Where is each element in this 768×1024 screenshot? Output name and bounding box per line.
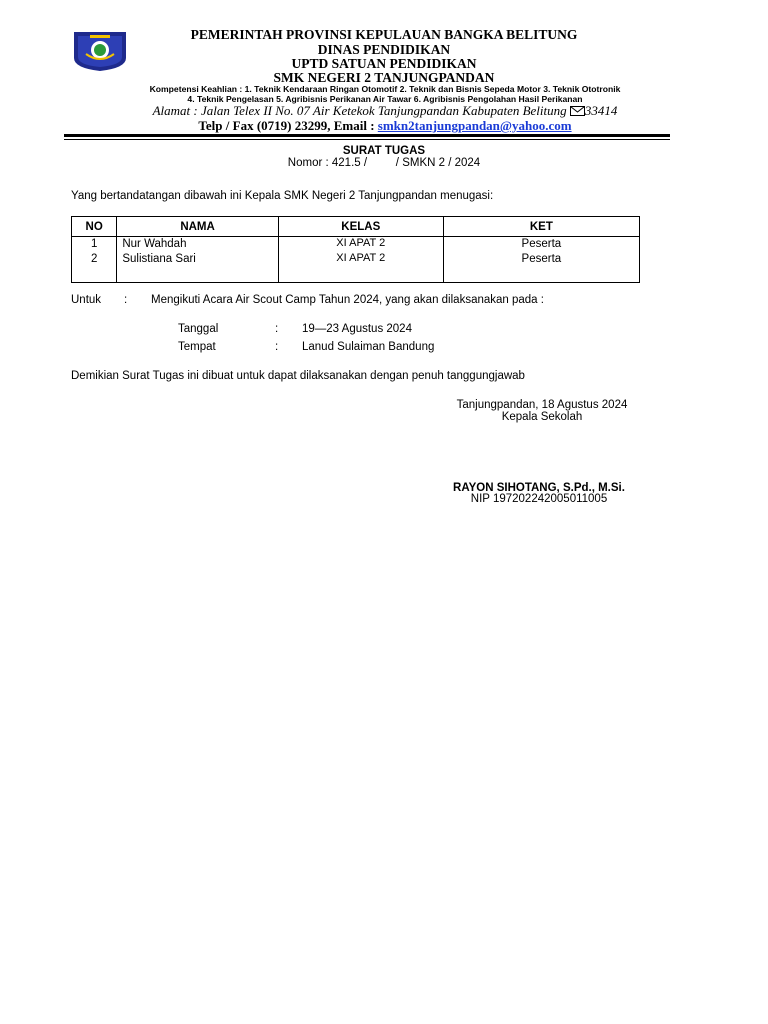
envelope-icon <box>570 106 585 116</box>
tempat-value: Lanud Sulaiman Bandung <box>302 341 435 353</box>
letterhead-school-name: SMK NEGERI 2 TANJUNGPANDAN <box>273 70 495 85</box>
table-row <box>72 252 640 267</box>
tanggal-colon: : <box>275 323 279 335</box>
row-kelas: XI APAT 2 <box>278 252 443 267</box>
tanggal-label: Tanggal <box>178 323 219 335</box>
row-nama: Sulistiana Sari <box>117 252 278 267</box>
header-nama: NAMA <box>117 217 278 237</box>
letterhead-divider-thin <box>64 139 670 140</box>
letterhead-unit: UPTD SATUAN PENDIDIKAN <box>291 56 477 71</box>
letterhead-competencies-line2: 4. Teknik Pengelasan 5. Agribisnis Perikanan Air Tawar 6. Agribisnis Pengolahan Hasil Perikanan <box>187 94 583 104</box>
table-empty-row <box>72 267 640 283</box>
address-text: Alamat : Jalan Telex II No. 07 Air Ketekok Tanjungpandan Kabupaten Belitung <box>152 103 570 118</box>
email-link[interactable]: smkn2tanjungpandan@yahoo.com <box>377 118 572 133</box>
letterhead-department: DINAS PENDIDIKAN <box>317 42 451 57</box>
letterhead-divider-thick <box>64 134 670 137</box>
intro-text: Yang bertandatangan dibawah ini Kepala SMK Negeri 2 Tanjungpandan menugasi: <box>71 190 494 202</box>
table-header-row <box>72 217 640 237</box>
header-ket: KET <box>443 217 639 237</box>
row-ket: Peserta <box>443 252 639 267</box>
row-kelas: XI APAT 2 <box>278 237 443 253</box>
provincial-emblem-logo <box>72 30 128 72</box>
row-nama: Nur Wahdah <box>117 237 278 253</box>
assignee-table <box>71 216 640 283</box>
closing-text: Demikian Surat Tugas ini dibuat untuk dapat dilaksanakan dengan penuh tanggungjawab <box>71 370 525 382</box>
signature-place-date: Tanjungpandan, 18 Agustus 2024 <box>456 399 628 411</box>
table-row <box>72 237 640 253</box>
signature-position: Kepala Sekolah <box>501 411 583 423</box>
empty-cell <box>117 267 278 283</box>
header-no: NO <box>72 217 117 237</box>
letterhead-government: PEMERINTAH PROVINSI KEPULAUAN BANGKA BELITUNG <box>190 27 578 42</box>
empty-cell <box>443 267 639 283</box>
tanggal-value: 19—23 Agustus 2024 <box>302 323 412 335</box>
tempat-label: Tempat <box>178 341 216 353</box>
signature-nip: NIP 197202242005011005 <box>470 493 608 505</box>
untuk-text: Mengikuti Acara Air Scout Camp Tahun 2024, yang akan dilaksanakan pada : <box>151 294 544 306</box>
document-number: Nomor : 421.5 / / SMKN 2 / 2024 <box>287 157 481 169</box>
phone-fax-text: Telp / Fax (0719) 23299, Email : <box>198 118 378 133</box>
document-title: SURAT TUGAS <box>342 145 426 157</box>
row-no: 2 <box>72 252 117 267</box>
row-no: 1 <box>72 237 117 253</box>
row-ket: Peserta <box>443 237 639 253</box>
letterhead-contact <box>100 118 670 133</box>
empty-cell <box>72 267 117 283</box>
postal-code: 33414 <box>584 103 618 118</box>
letterhead-address <box>100 103 670 118</box>
letterhead-competencies-line1: Kompetensi Keahlian : 1. Teknik Kendaraan Ringan Otomotif 2. Teknik dan Bisnis Sepeda Motor 3. Teknik Ototronik <box>149 84 621 94</box>
untuk-label: Untuk <box>71 294 102 306</box>
tempat-colon: : <box>275 341 279 353</box>
untuk-colon: : <box>124 294 128 306</box>
header-kelas: KELAS <box>278 217 443 237</box>
empty-cell <box>278 267 443 283</box>
signature-name: RAYON SIHOTANG, S.Pd., M.Si. <box>453 482 625 494</box>
